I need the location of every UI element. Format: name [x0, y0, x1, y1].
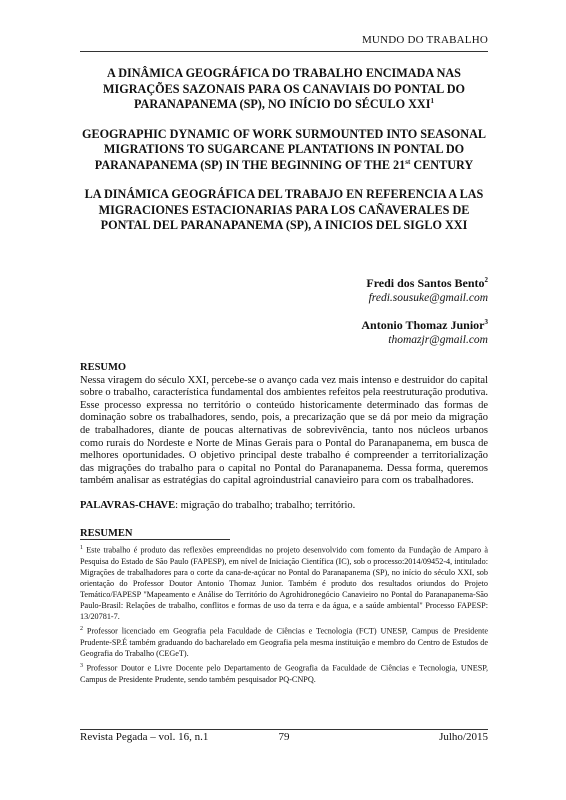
author-2-email[interactable]: thomazjr@gmail.com [388, 334, 488, 346]
title-pt-footnote-mark: 1 [430, 96, 434, 105]
title-en-superscript: st [405, 157, 411, 166]
title-en-tail: CENTURY [410, 157, 474, 172]
author-1-email[interactable]: fredi.sousuke@gmail.com [368, 292, 488, 304]
title-es-text: LA DINÁMICA GEOGRÁFICA DEL TRABAJO EN REFERENCIA A LAS MIGRACIONES ESTACIONARIAS PARA LOS CAÑAVERALES DE PONTAL DEL PARANAPANEMA (SP), A INICIOS DEL SIGLO XXI [84, 187, 484, 232]
resumen-heading: RESUMEN [80, 527, 133, 539]
author-2-name: Antonio Thomaz Junior [361, 318, 485, 332]
footnote-1 [80, 543, 488, 622]
abstract-section [80, 362, 488, 540]
footnote-rule [80, 539, 230, 540]
author-2-footnote-mark: 3 [484, 318, 488, 326]
footnote-3-number: 3 [80, 663, 83, 670]
footnote-2 [80, 624, 488, 659]
running-head: MUNDO DO TRABALHO [361, 34, 488, 46]
author-name [361, 318, 488, 333]
title-pt-text: A DINÂMICA GEOGRÁFICA DO TRABALHO ENCIMADA NAS MIGRAÇÕES SAZONAIS PARA OS CANAVIAIS DO PONTAL DO PARANAPANEMA (SP), NO INÍCIO DO SÉCULO XXI [103, 66, 465, 111]
footnote-1-number: 1 [80, 545, 83, 551]
title-block [80, 66, 488, 248]
abstract-heading: RESUMO [80, 362, 127, 373]
footnote-3-text: Professor Doutor e Livre Docente pelo Departamento de Geografia da Faculdade de Ciências e Tecnologia, UNESP, Campus de Presidente Prudente, sendo também pesquisador PQ-CNPQ. [80, 664, 488, 685]
title-english [80, 127, 488, 174]
footer-rule [80, 729, 488, 730]
footer-page-number: 79 [278, 731, 290, 743]
author-1-footnote-mark: 2 [484, 276, 488, 284]
keywords-label: PALAVRAS-CHAVE [80, 499, 176, 511]
footnote-1-text: Este trabalho é produto das reflexões empreendidas no projeto desenvolvido com fomento da Fundação de Amparo à Pesquisa do Estado de São Paulo (FAPESP), em nível de Iniciação Científica (IC), sob o processo:2014/09452-4, intitulado: Migrações de trabalhadores para o corte da cana-de-açúcar no Pontal do Paranapanema (SP), no início do século XXI, sob orientação do Professor Doutor Antonio Thomaz Junior. Também é produto dos resultados oriundos do Projeto Temático/FAPESP "Mapeamento e Análise do Território do Agrohidronegócio Canavieiro no Pontal do Paranapanema-São Paulo-Brasil: Relações de trabalho, conflitos e formas de uso da terra e da água, e a saúde ambiental" Processo FAPESP: 13/20781-7. [80, 545, 488, 622]
page-footer [80, 731, 488, 743]
authors-block [361, 276, 488, 348]
footnote-3 [80, 661, 488, 685]
footer-journal: Revista Pegada – vol. 16, n.1 [80, 731, 209, 743]
header-rule [80, 51, 488, 52]
author-1-name: Fredi dos Santos Bento [366, 276, 485, 290]
title-en-text: GEOGRAPHIC DYNAMIC OF WORK SURMOUNTED INTO SEASONAL MIGRATIONS TO SUGARCANE PLANTATIONS IN PONTAL DO PARANAPANEMA (SP) IN THE BEGINNING OF THE 21 [81, 126, 487, 172]
author-name [361, 276, 488, 291]
title-portuguese [80, 66, 488, 113]
keywords-text: : migração do trabalho; trabalho; território. [175, 499, 356, 511]
footnotes [80, 543, 488, 687]
abstract-text: Nessa viragem do século XXI, percebe-se o avanço cada vez mais intenso e destruidor do capital sobre o trabalho, característica fundamental dos ambientes refeitos pela reestruturação produtiva. Esse processo expressa no território o conteúdo historicamente determinado das formas de dominação sobre os trabalhadores, sendo, pois, a precarização que se dá por meio da migração de trabalhadores, diante de poucas alternativas de sobrevivência, tanto nos núcleos urbanos como rurais do Nordeste e Norte de Minas Gerais para o Pontal do Paranapanema, em busca de melhores oportunidades. O objetivo principal deste trabalho é compreender a territorialização das migrações do trabalho para o capital no Pontal do Paranapanema. Dessa forma, queremos também analisar as estratégias do capital agroindustrial canavieiro para com os trabalhadores. [80, 374, 488, 487]
footnote-2-number: 2 [80, 626, 83, 633]
keywords-line [80, 500, 488, 513]
title-spanish [80, 187, 488, 234]
footnote-2-text: Professor licenciado em Geografia pela Faculdade de Ciências e Tecnologia (FCT) UNESP, Campus de Presidente Prudente-SP.É também graduando do bacharelado em Geografia pela mesma instituição e membro do Centro de Estudos de Geografia do Trabalho (CEGeT). [80, 627, 488, 659]
footer-date: Julho/2015 [439, 731, 488, 743]
